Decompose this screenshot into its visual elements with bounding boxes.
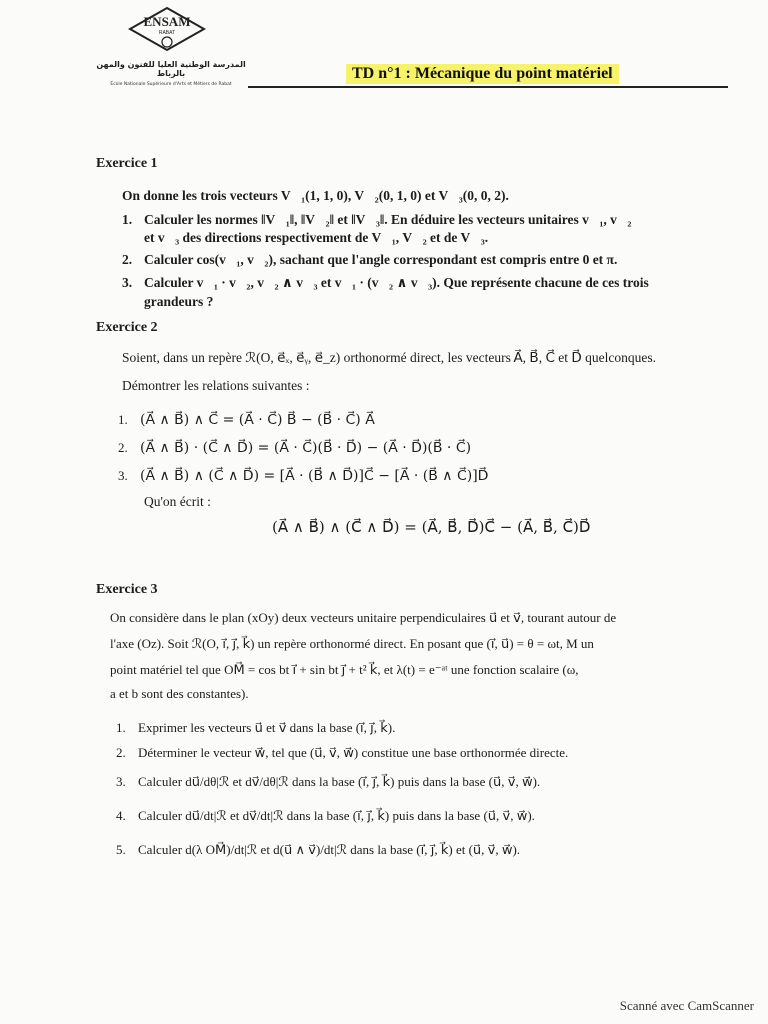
item-number: 5.: [116, 842, 126, 857]
item-number: 2.: [122, 252, 133, 267]
item-text: Calculer du⃗/dθ|ℛ et dv⃗/dθ|ℛ dans la base (i⃗, j⃗, k⃗) puis dans la base (u⃗, v⃗, w⃗).: [138, 774, 541, 789]
logo-subtitle: École Nationale Supérieure d'Arts et Métiers de Rabat: [110, 82, 232, 87]
ex2-title: Exercice 2: [96, 320, 158, 335]
ex2-intro: Soient, dans un repère ℛ(O, e⃗ₓ, e⃗ᵧ, e⃗_z) orthonormé direct, les vecteurs A⃗, B⃗, C⃗ et D⃗ quelconques.: [122, 350, 656, 365]
ex1-item-3-cont: grandeurs ?: [144, 294, 214, 309]
item-number: 2.: [118, 440, 128, 455]
item-number: 1.: [122, 212, 133, 227]
ex3-item-2: [116, 745, 568, 761]
ex3-paragraph-line-4: a et b sont des constantes).: [110, 686, 249, 701]
ex2-relation-2: [118, 440, 471, 456]
item-text: Exprimer les vecteurs u⃗ et v⃗ dans la base (i⃗, j⃗, k⃗).: [138, 720, 396, 735]
logo-city: RABAT: [158, 30, 176, 36]
item-text: Calculer d(λ OM⃗)/dt|ℛ et d(u⃗ ∧ v⃗)/dt|ℛ dans la base (i⃗, j⃗, k⃗) et (u⃗, v⃗, w⃗).: [138, 842, 521, 857]
ex3-paragraph-line-2: l'axe (Oz). Soit ℛ(O, i⃗, j⃗, k⃗) un repère orthonormé direct. En posant que (i⃗, u⃗) = θ = ωt, M un: [110, 636, 594, 651]
ex1-title: Exercice 1: [96, 156, 158, 171]
logo-arabic-text: المدرسة الوطنية العليا للفنون والمهن بالرباط: [96, 60, 246, 78]
item-text: Calculer v⃗₁ · v⃗₂, v⃗₂ ∧ v⃗₃ et v⃗₁ · (v⃗₂ ∧ v⃗₃). Que représente chacune de ces trois: [144, 275, 649, 290]
ex3-item-3: [116, 774, 540, 790]
item-number: 3.: [116, 774, 126, 789]
school-logo: [128, 6, 206, 52]
ex2-relation-3: [118, 468, 488, 484]
ex1-intro: On donne les trois vecteurs V⃗₁(1, 1, 0), V⃗₂(0, 1, 0) et V⃗₃(0, 0, 2).: [122, 188, 509, 203]
page-title: TD n°1 : Mécanique du point matériel: [346, 64, 619, 84]
item-text: Calculer cos(v⃗₁, v⃗₂), sachant que l'angle correspondant est compris entre 0 et π.: [144, 252, 618, 267]
ex1-item-1-cont: et v⃗₃ des directions respectivement de V⃗₁, V⃗₂ et de V⃗₃.: [144, 230, 489, 245]
relation-eq: (A⃗ ∧ B⃗) · (C⃗ ∧ D⃗) = (A⃗ · C⃗)(B⃗ · D⃗) − (A⃗ · D⃗)(B⃗ · C⃗): [140, 440, 472, 456]
relation-eq: (A⃗ ∧ B⃗) ∧ (C⃗ ∧ D⃗) = [A⃗ · (B⃗ ∧ D⃗)]C⃗ − [A⃗ · (B⃗ ∧ C⃗)]D⃗: [140, 468, 489, 484]
ex2-write-label: Qu'on écrit :: [144, 494, 211, 509]
item-text: Déterminer le vecteur w⃗, tel que (u⃗, v⃗, w⃗) constitue une base orthonormée directe.: [138, 745, 569, 760]
ex2-relation-1: [118, 412, 375, 428]
ex1-item-1: [122, 212, 631, 228]
item-number: 4.: [116, 808, 126, 823]
ex3-title: Exercice 3: [96, 582, 158, 597]
ex2-instruction: Démontrer les relations suivantes :: [122, 378, 310, 393]
scanner-watermark: Scanné avec CamScanner: [619, 998, 754, 1013]
item-number: 2.: [116, 745, 126, 760]
item-text: Calculer du⃗/dt|ℛ et dv⃗/dt|ℛ dans la base (i⃗, j⃗, k⃗) puis dans la base (u⃗, v⃗, w⃗).: [138, 808, 535, 823]
ex3-paragraph-line-3: point matériel tel que OM⃗ = cos bt i⃗ + sin bt j⃗ + t² k⃗, et λ(t) = e⁻ᵃᵗ une fonction scalaire (ω,: [110, 662, 579, 677]
title-divider: [248, 86, 728, 88]
ex1-item-3: [122, 275, 649, 291]
item-number: 1.: [118, 412, 128, 427]
item-number: 3.: [118, 468, 128, 483]
ex3-paragraph-line-1: On considère dans le plan (xOy) deux vecteurs unitaire perpendiculaires u⃗ et v⃗, tourant autour de: [110, 610, 617, 625]
ex2-final-equation: (A⃗ ∧ B⃗) ∧ (C⃗ ∧ D⃗) = (A⃗, B⃗, D⃗)C⃗ − (A⃗, B⃗, C⃗)D⃗: [272, 518, 591, 536]
item-number: 1.: [116, 720, 126, 735]
item-number: 3.: [122, 275, 133, 290]
ex3-item-4: [116, 808, 535, 824]
relation-eq: (A⃗ ∧ B⃗) ∧ C⃗ = (A⃗ · C⃗) B⃗ − (B⃗ · C⃗) A⃗: [140, 412, 375, 428]
ex1-item-2: [122, 252, 617, 268]
logo-text: ENSAM: [143, 14, 191, 29]
item-text: Calculer les normes ‖V⃗₁‖, ‖V⃗₂‖ et ‖V⃗₃‖. En déduire les vecteurs unitaires v⃗₁, v⃗₂: [144, 212, 632, 227]
ex3-item-5: [116, 842, 520, 858]
ex3-item-1: [116, 720, 395, 736]
